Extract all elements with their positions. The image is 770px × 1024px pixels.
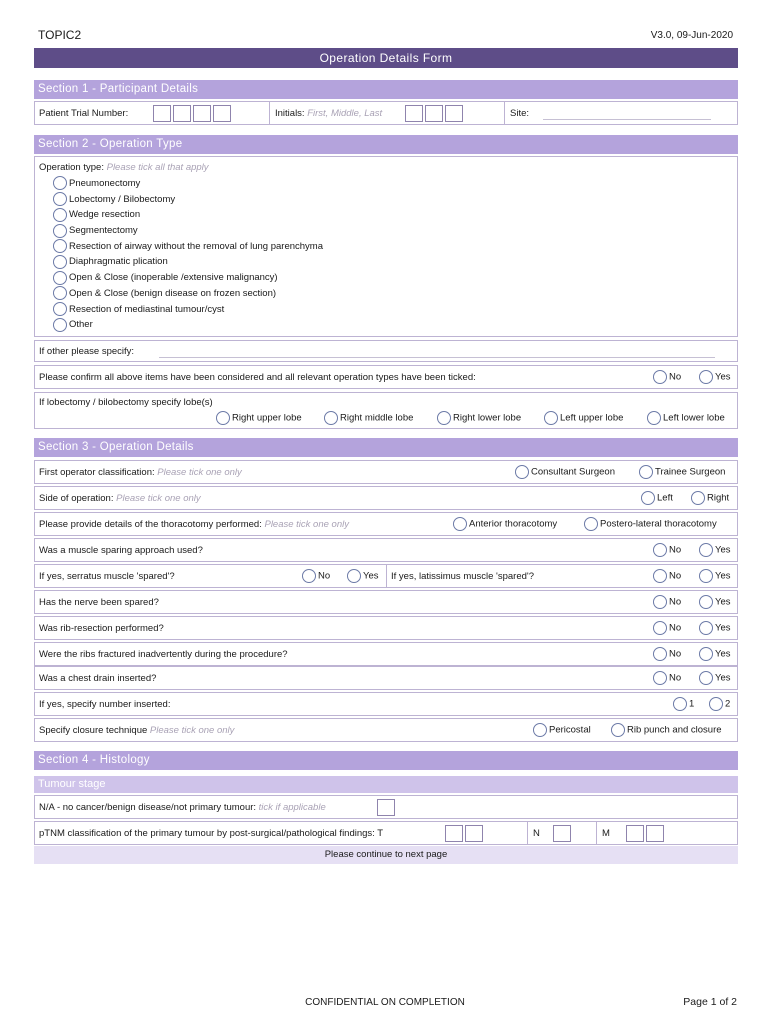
lobectomy-label: If lobectomy / bilobectomy specify lobe(s): [39, 397, 213, 408]
option-lobectomy[interactable]: Lobectomy / Bilobectomy: [53, 192, 323, 208]
anterior-thoracotomy-option[interactable]: Anterior thoracotomy: [453, 517, 557, 531]
radio-icon[interactable]: [699, 543, 713, 557]
radio-icon[interactable]: [699, 370, 713, 384]
form-title: Operation Details Form: [34, 48, 738, 68]
thoracotomy-hint: Please tick one only: [264, 519, 349, 530]
radio-icon[interactable]: [699, 671, 713, 685]
pericostal-option[interactable]: Pericostal: [533, 723, 591, 737]
option-mediastinal-resection[interactable]: Resection of mediastinal tumour/cyst: [53, 302, 323, 318]
divider: [386, 565, 387, 587]
option-diaphragmatic-plication[interactable]: Diaphragmatic plication: [53, 254, 323, 270]
divider: [596, 822, 597, 844]
radio-icon[interactable]: [699, 595, 713, 609]
muscle-sparing-row: [34, 538, 738, 562]
confirm-yes[interactable]: Yes: [699, 370, 731, 384]
drain-number-2[interactable]: 2: [709, 697, 730, 711]
radio-icon[interactable]: [653, 595, 667, 609]
nerve-label: Has the nerve been spared?: [39, 597, 159, 608]
ptnm-label: pTNM classification of the primary tumour by post-surgical/pathological findings: T: [39, 828, 384, 839]
closure-label-group: [39, 725, 234, 736]
initials-hint: First, Middle, Last: [307, 108, 383, 119]
closure-technique-row: [34, 718, 738, 742]
serratus-no[interactable]: No: [302, 569, 330, 583]
option-open-close-malignancy[interactable]: Open & Close (inoperable /extensive malignancy): [53, 270, 323, 286]
initials-box[interactable]: [445, 105, 463, 122]
section-3-header: Section 3 - Operation Details: [34, 438, 738, 457]
confidential-footer: CONFIDENTIAL ON COMPLETION: [305, 997, 465, 1008]
thoracotomy-row: [34, 512, 738, 536]
nerve-no[interactable]: No: [653, 595, 681, 609]
serratus-label: If yes, serratus muscle 'spared'?: [39, 571, 175, 582]
radio-icon[interactable]: [53, 255, 67, 269]
radio-icon[interactable]: [653, 543, 667, 557]
option-airway-resection[interactable]: Resection of airway without the removal of lung parenchyma: [53, 239, 323, 255]
initials-label-group: [275, 108, 382, 119]
consultant-surgeon-option[interactable]: Consultant Surgeon: [515, 465, 615, 479]
site-input-line[interactable]: [543, 119, 711, 120]
postero-lateral-option[interactable]: Postero-lateral thoracotomy: [584, 517, 717, 531]
radio-icon[interactable]: [53, 192, 67, 206]
radio-icon[interactable]: [53, 239, 67, 253]
document-id: TOPIC2: [38, 28, 82, 42]
na-hint: tick if applicable: [258, 802, 326, 813]
m-boxes: [626, 825, 666, 842]
radio-icon[interactable]: [653, 621, 667, 635]
ribs-fractured-no[interactable]: No: [653, 647, 681, 661]
page-number: Page 1 of 2: [683, 996, 737, 1008]
radio-icon[interactable]: [653, 569, 667, 583]
ribs-fractured-label: Were the ribs fractured inadvertently during the procedure?: [39, 649, 288, 660]
rib-resection-no[interactable]: No: [653, 621, 681, 635]
patient-trial-number-label: Patient Trial Number:: [39, 108, 129, 119]
n-boxes: [553, 825, 573, 842]
option-wedge-resection[interactable]: Wedge resection: [53, 207, 323, 223]
lobe-right-upper[interactable]: Right upper lobe: [216, 411, 302, 425]
radio-icon[interactable]: [699, 569, 713, 583]
rib-punch-option[interactable]: Rib punch and closure: [611, 723, 722, 737]
drain-number-row: [34, 692, 738, 716]
radio-icon[interactable]: [53, 176, 67, 190]
radio-icon[interactable]: [53, 224, 67, 238]
ptnm-row: [34, 821, 738, 845]
initials-label: Initials:: [275, 108, 305, 119]
serratus-yes[interactable]: Yes: [347, 569, 379, 583]
radio-icon[interactable]: [53, 286, 67, 300]
rib-resection-yes[interactable]: Yes: [699, 621, 731, 635]
radio-icon[interactable]: [691, 491, 705, 505]
side-label: Side of operation:: [39, 493, 114, 504]
first-operator-hint: Please tick one only: [157, 467, 242, 478]
tumour-stage-subheader: Tumour stage: [34, 776, 738, 793]
initials-boxes: [405, 105, 465, 122]
side-hint: Please tick one only: [116, 493, 201, 504]
muscle-spared-row: [34, 564, 738, 588]
t-box[interactable]: [445, 825, 463, 842]
patient-trial-number-boxes: [153, 105, 233, 122]
radio-icon[interactable]: [53, 208, 67, 222]
rib-resection-row: [34, 616, 738, 640]
thoracotomy-label: Please provide details of the thoracotomy performed:: [39, 519, 262, 530]
nerve-spared-row: [34, 590, 738, 614]
radio-icon[interactable]: [699, 647, 713, 661]
site-label: Site:: [510, 108, 530, 119]
confirm-no[interactable]: No: [653, 370, 681, 384]
radio-icon[interactable]: [453, 517, 467, 531]
lobe-right-middle[interactable]: Right middle lobe: [324, 411, 413, 425]
latissimus-label: If yes, latissimus muscle 'spared'?: [391, 571, 535, 582]
radio-icon[interactable]: [653, 671, 667, 685]
m-label: M: [602, 828, 610, 839]
chest-drain-label: Was a chest drain inserted?: [39, 673, 157, 684]
lobectomy-row: [34, 392, 738, 429]
drain-number-label: If yes, specify number inserted:: [39, 699, 171, 710]
thoracotomy-label-group: [39, 519, 349, 530]
side-of-operation-row: [34, 486, 738, 510]
option-open-close-benign[interactable]: Open & Close (benign disease on frozen section): [53, 286, 323, 302]
closure-label: Specify closure technique: [39, 725, 148, 736]
rib-resection-label: Was rib-resection performed?: [39, 623, 164, 634]
radio-icon[interactable]: [515, 465, 529, 479]
ribs-fractured-row: [34, 642, 738, 666]
operation-type-label-group: [39, 162, 209, 173]
n-box[interactable]: [553, 825, 571, 842]
radio-icon[interactable]: [544, 411, 558, 425]
radio-icon[interactable]: [653, 647, 667, 661]
other-specify-input-line[interactable]: [159, 357, 715, 358]
muscle-sparing-yes[interactable]: Yes: [699, 543, 731, 557]
m-box[interactable]: [626, 825, 644, 842]
divider: [269, 102, 270, 124]
m-box[interactable]: [646, 825, 664, 842]
radio-icon[interactable]: [53, 302, 67, 316]
radio-icon[interactable]: [437, 411, 451, 425]
operation-type-label: Operation type:: [39, 162, 104, 173]
initials-box[interactable]: [405, 105, 423, 122]
checkbox[interactable]: [377, 799, 395, 816]
radio-icon[interactable]: [641, 491, 655, 505]
radio-icon[interactable]: [53, 318, 67, 332]
latissimus-yes[interactable]: Yes: [699, 569, 731, 583]
confirm-row: [34, 365, 738, 389]
na-label-group: [39, 802, 326, 813]
radio-icon[interactable]: [584, 517, 598, 531]
lobe-right-lower[interactable]: Right lower lobe: [437, 411, 521, 425]
radio-icon[interactable]: [611, 723, 625, 737]
confirm-label: Please confirm all above items have been considered and all relevant operation types have been ticked:: [39, 372, 476, 383]
radio-icon[interactable]: [302, 569, 316, 583]
other-specify-label: If other please specify:: [39, 346, 135, 357]
divider: [527, 822, 528, 844]
chest-drain-row: [34, 666, 738, 690]
continue-note: Please continue to next page: [34, 846, 738, 864]
section-4-header: Section 4 - Histology: [34, 751, 738, 770]
radio-icon[interactable]: [699, 621, 713, 635]
radio-icon[interactable]: [53, 271, 67, 285]
operation-type-options: [53, 176, 323, 333]
ptn-box[interactable]: [173, 105, 191, 122]
na-checkbox[interactable]: [377, 799, 397, 816]
first-operator-label-group: [39, 467, 242, 478]
lobe-left-upper[interactable]: Left upper lobe: [544, 411, 623, 425]
initials-box[interactable]: [425, 105, 443, 122]
ptn-box[interactable]: [213, 105, 231, 122]
latissimus-no[interactable]: No: [653, 569, 681, 583]
first-operator-label: First operator classification:: [39, 467, 155, 478]
participant-details-row: [34, 101, 738, 125]
chest-drain-yes[interactable]: Yes: [699, 671, 731, 685]
divider: [504, 102, 505, 124]
nerve-yes[interactable]: Yes: [699, 595, 731, 609]
t-boxes: [445, 825, 485, 842]
operation-type-hint: Please tick all that apply: [106, 162, 209, 173]
radio-icon[interactable]: [533, 723, 547, 737]
na-label: N/A - no cancer/benign disease/not primary tumour:: [39, 802, 257, 813]
na-row: [34, 795, 738, 819]
t-box[interactable]: [465, 825, 483, 842]
first-operator-row: [34, 460, 738, 484]
muscle-sparing-no[interactable]: No: [653, 543, 681, 557]
section-1-header: Section 1 - Participant Details: [34, 80, 738, 99]
radio-icon[interactable]: [639, 465, 653, 479]
side-label-group: [39, 493, 201, 504]
operation-type-block: [34, 156, 738, 337]
ribs-fractured-yes[interactable]: Yes: [699, 647, 731, 661]
radio-icon[interactable]: [673, 697, 687, 711]
version-date: V3.0, 09-Jun-2020: [650, 30, 733, 41]
radio-icon[interactable]: [653, 370, 667, 384]
drain-number-1[interactable]: 1: [673, 697, 694, 711]
ptn-box[interactable]: [193, 105, 211, 122]
closure-hint: Please tick one only: [149, 725, 235, 736]
radio-icon[interactable]: [647, 411, 661, 425]
lobe-left-lower[interactable]: Left lower lobe: [647, 411, 725, 425]
muscle-sparing-label: Was a muscle sparing approach used?: [39, 545, 203, 556]
radio-icon[interactable]: [709, 697, 723, 711]
ptn-box[interactable]: [153, 105, 171, 122]
n-label: N: [533, 828, 540, 839]
radio-icon[interactable]: [347, 569, 361, 583]
option-segmentectomy[interactable]: Segmentectomy: [53, 223, 323, 239]
section-2-header: Section 2 - Operation Type: [34, 135, 738, 154]
side-left-option[interactable]: Left: [641, 491, 673, 505]
option-other[interactable]: Other: [53, 317, 323, 333]
radio-icon[interactable]: [216, 411, 230, 425]
other-specify-row: [34, 340, 738, 362]
trainee-surgeon-option[interactable]: Trainee Surgeon: [639, 465, 725, 479]
option-pneumonectomy[interactable]: Pneumonectomy: [53, 176, 323, 192]
chest-drain-no[interactable]: No: [653, 671, 681, 685]
side-right-option[interactable]: Right: [691, 491, 729, 505]
radio-icon[interactable]: [324, 411, 338, 425]
